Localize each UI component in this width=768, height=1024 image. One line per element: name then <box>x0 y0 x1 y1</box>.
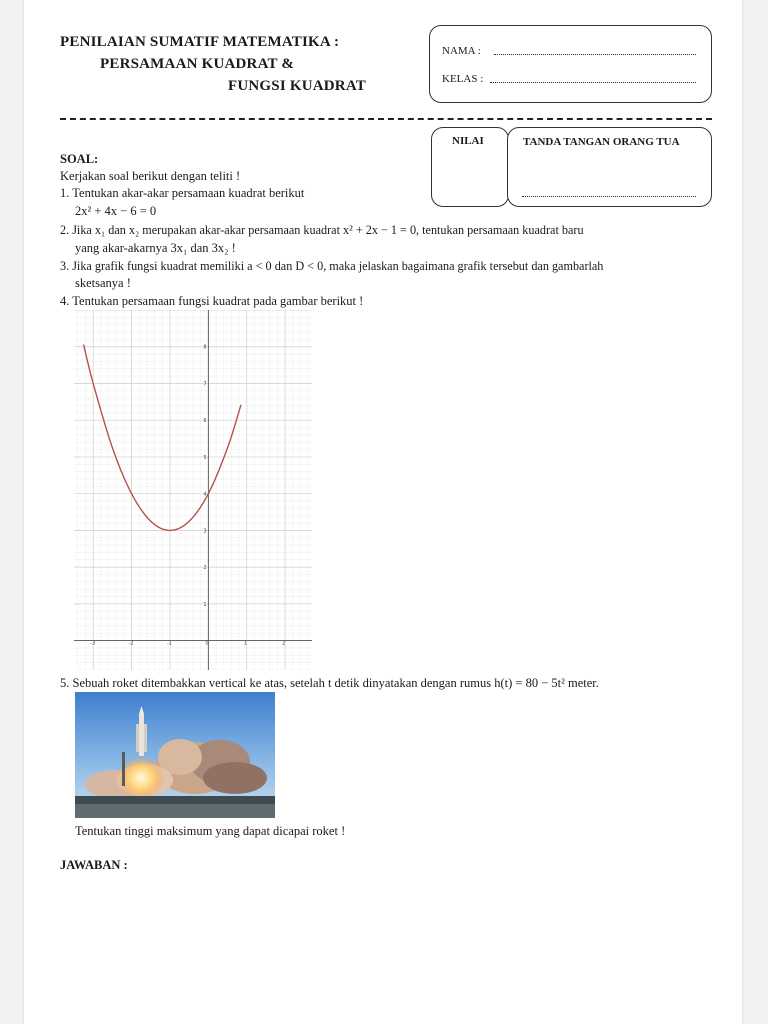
x-tick-label: -1 <box>166 640 172 647</box>
kelas-field[interactable] <box>490 82 696 83</box>
question-3-cont: sketsanya ! <box>75 276 131 290</box>
x-tick-label: 1 <box>243 640 247 647</box>
question-4: 4. Tentukan persamaan fungsi kuadrat pada gambar berikut ! <box>60 294 364 308</box>
parabola-graph-svg <box>74 310 312 670</box>
title-line-2: PERSAMAAN KUADRAT & <box>100 56 295 72</box>
y-tick-label: 1 <box>203 601 207 608</box>
x-tick-label: -3 <box>90 640 96 647</box>
ttd-label: TANDA TANGAN ORANG TUA <box>523 136 680 148</box>
question-2: 2. Jika x₁ dan x₂ merupakan akar-akar persamaan kuadrat x² + 2x − 1 = 0, tentukan persamaan kuadrat baru <box>60 223 584 237</box>
x-tick-label: 2 <box>282 640 286 647</box>
nama-label: NAMA : <box>442 45 481 57</box>
y-tick-label: 7 <box>203 381 207 388</box>
dashed-divider <box>60 118 712 120</box>
x-tick-label: -2 <box>128 640 134 647</box>
y-tick-label: 8 <box>203 344 207 351</box>
y-tick-label: 6 <box>203 418 207 425</box>
y-tick-label: 3 <box>203 528 207 535</box>
question-1: 1. Tentukan akar-akar persamaan kuadrat berikut <box>60 186 305 200</box>
question-5: 5. Sebuah roket ditembakkan vertical ke atas, setelah t detik dinyatakan dengan rumus h(t) = 80 − 5t² meter. <box>60 676 599 690</box>
y-tick-label: 4 <box>203 491 207 498</box>
soal-instruction: Kerjakan soal berikut dengan teliti ! <box>60 169 241 183</box>
nilai-label: NILAI <box>452 135 484 147</box>
soal-heading: SOAL: <box>60 152 99 166</box>
title-line-1: PENILAIAN SUMATIF MATEMATIKA : <box>60 34 340 50</box>
nama-field[interactable] <box>494 54 696 55</box>
question-2-cont: yang akar-akarnya 3x₁ dan 3x₂ ! <box>75 241 236 255</box>
y-tick-label: 5 <box>203 454 207 461</box>
jawaban-heading: JAWABAN : <box>60 858 128 872</box>
parabola-graph <box>74 310 312 670</box>
question-3: 3. Jika grafik fungsi kuadrat memiliki a < 0 dan D < 0, maka jelaskan bagaimana grafik tersebut dan gambarlah <box>60 259 604 273</box>
title-line-3: FUNGSI KUADRAT <box>228 78 366 94</box>
kelas-label: KELAS : <box>442 73 484 85</box>
rocket-launch-photo <box>75 692 275 818</box>
y-tick-label: 2 <box>203 565 207 572</box>
question-1-equation: 2x² + 4x − 6 = 0 <box>75 204 157 218</box>
x-tick-label: 0 <box>205 640 209 647</box>
identity-box <box>429 25 712 103</box>
question-5-task: Tentukan tinggi maksimum yang dapat dicapai roket ! <box>75 824 346 838</box>
ttd-field[interactable] <box>522 196 696 197</box>
